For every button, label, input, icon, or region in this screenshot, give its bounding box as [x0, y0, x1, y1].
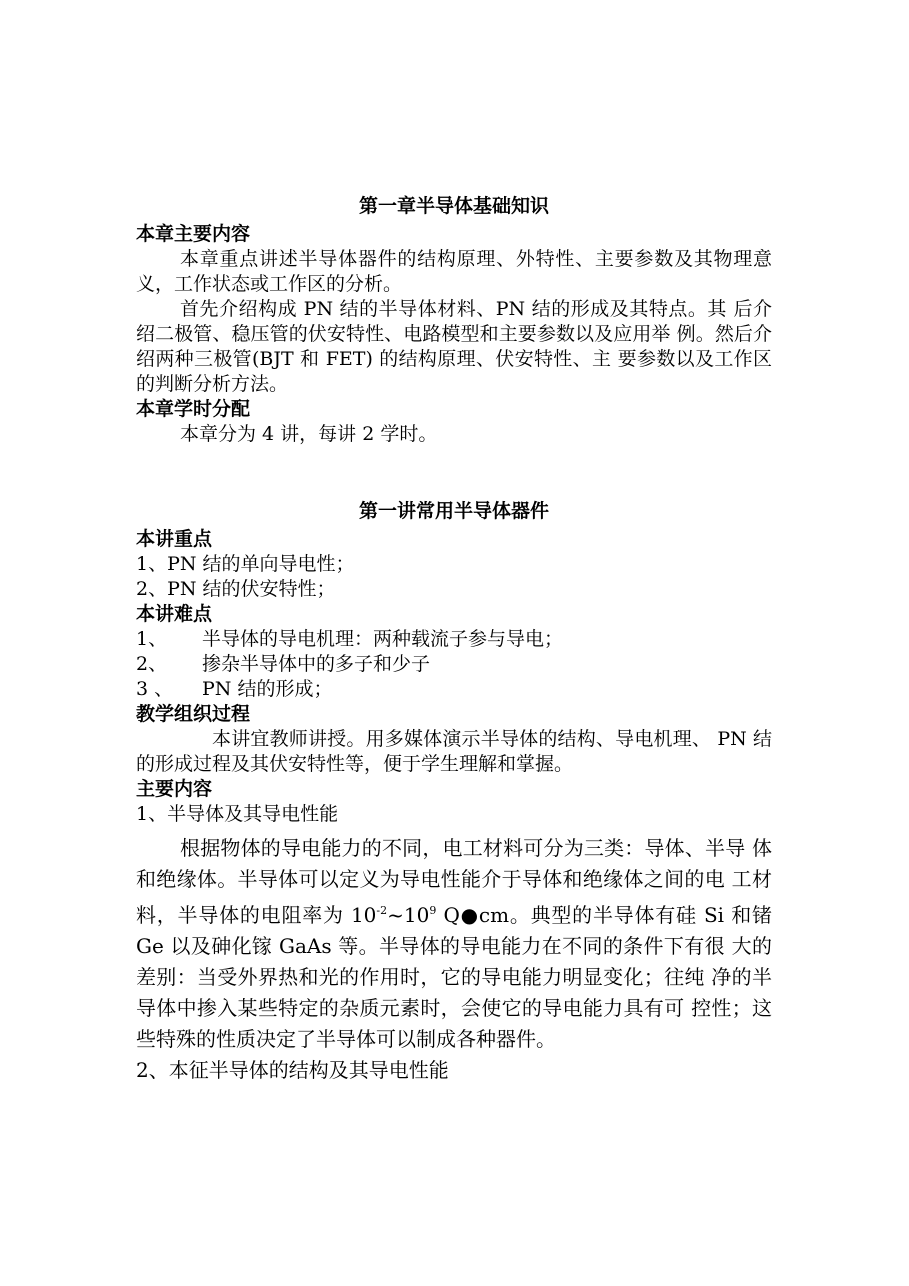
- section-1-text-b: Q●cm。典型的半导体有硅 Si 和锗 Ge 以及砷化镓 GaAs 等。半导体的导电能力在不同的条件下有很 大的差别：当受外界热和光的作用时，它的导电能力明显变化；往纯 净的半导体中掺入某些特定的杂质元素时，会使它的导电能力具有可 控性；这些特殊的性质决定了半导体可以制成各种器件。: [136, 903, 772, 1051]
- process-text: 本讲宜教师讲授。用多媒体演示半导体的结构、导电机理、 PN 结的形成过程及其伏安特性等，便于学生理解和掌握。: [136, 728, 772, 775]
- section-2-title: 2、本征半导体的结构及其导电性能: [136, 1058, 449, 1082]
- main-content-heading: 主要内容: [136, 778, 213, 800]
- chapter-hours-heading: 本章学时分配: [136, 398, 251, 420]
- document-page: [136, 190, 772, 1085]
- difficulty-text: PN 结的形成；: [202, 678, 333, 700]
- chapter-main-content-heading: 本章主要内容: [136, 223, 251, 245]
- difficulty-item: [136, 677, 772, 702]
- exponent-1: -2: [376, 904, 388, 917]
- chapter-title: 第一章半导体基础知识: [358, 195, 549, 217]
- difficulty-item: [136, 652, 772, 677]
- difficulty-number: 1、: [136, 628, 168, 650]
- process-heading: 教学组织过程: [136, 703, 251, 725]
- difficulty-text: 半导体的导电机理：两种载流子参与导电；: [202, 628, 564, 650]
- difficulties-heading: 本讲难点: [136, 603, 213, 625]
- section-spacer: [136, 447, 772, 495]
- key-point-item: 2、PN 结的伏安特性；: [136, 578, 336, 600]
- difficulty-number: 2、: [136, 653, 168, 675]
- section-1-paragraph: [136, 833, 772, 1055]
- lecture-title: 第一讲常用半导体器件: [358, 500, 549, 522]
- key-points-heading: 本讲重点: [136, 528, 213, 550]
- range-mid: ~10: [387, 903, 430, 927]
- difficulty-text: 掺杂半导体中的多子和少子: [202, 653, 431, 675]
- section-1-title: 1、半导体及其导电性能: [136, 803, 339, 825]
- section-1-text-a: 根据物体的导电能力的不同，电工材料可分为三类：导体、半导 体和绝缘体。半导体可以定义为导电性能介于导体和绝缘体之间的电 工材料，半导体的电阻率为 10: [136, 836, 772, 927]
- chapter-paragraph-2: 首先介绍构成 PN 结的半导体材料、PN 结的形成及其特点。其 后介绍二极管、稳压管的伏安特性、电路模型和主要参数以及应用举 例。然后介绍两种三极管(BJT 和 FET) 的结构原理、伏安特性、主 要参数以及工作区的判断分析方法。: [136, 298, 772, 395]
- exponent-2: 9: [429, 904, 437, 917]
- difficulty-item: [136, 627, 772, 652]
- chapter-hours-text: 本章分为 4 讲，每讲 2 学时。: [180, 423, 438, 445]
- chapter-paragraph-1: 本章重点讲述半导体器件的结构原理、外特性、主要参数及其物理意义，工作状态或工作区的分析。: [136, 248, 772, 295]
- difficulty-number: 3 、: [136, 678, 174, 700]
- key-point-item: 1、PN 结的单向导电性；: [136, 553, 355, 575]
